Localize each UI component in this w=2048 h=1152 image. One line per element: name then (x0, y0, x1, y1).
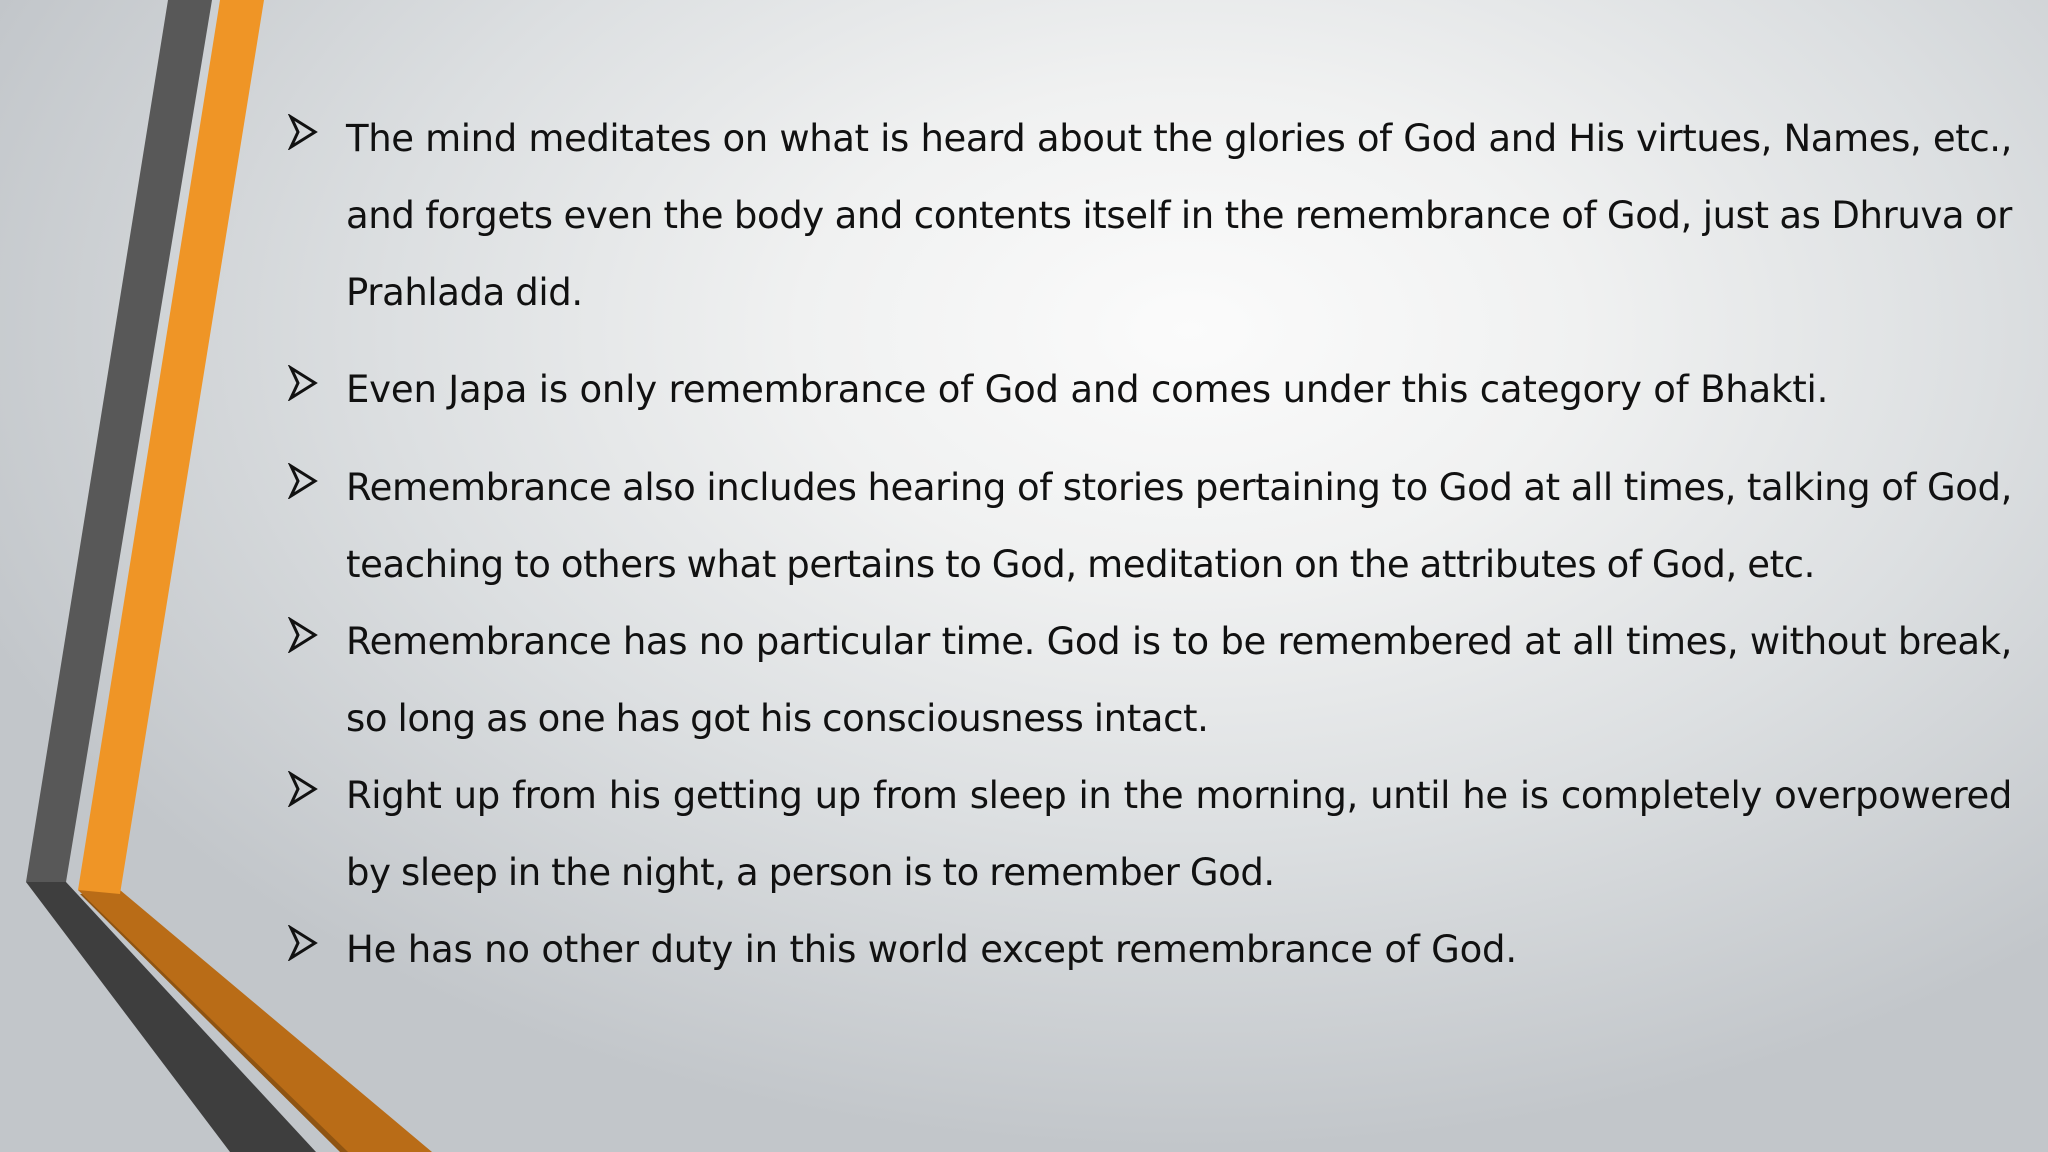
bullet-text: Even Japa is only remembrance of God and comes under this category of Bhakti. (346, 368, 1829, 411)
arrow-bullet-icon (288, 617, 318, 653)
bullet-text: Remembrance also includes hearing of stories pertaining to God at all times, talking of God, teaching to others what pertains to God, meditation on the attributes of God, etc. (346, 466, 2012, 586)
bullet-item (288, 100, 2012, 331)
bullet-item (288, 603, 2012, 757)
arrow-bullet-icon (288, 925, 318, 961)
bullet-text: Remembrance has no particular time. God is to be remembered at all times, without break, so long as one has got his consciousness intact. (346, 620, 2012, 740)
bullet-item (288, 911, 2012, 988)
arrow-bullet-icon (288, 771, 318, 807)
bullet-list (288, 100, 2012, 988)
bullet-item (288, 351, 2012, 428)
arrow-bullet-icon (288, 365, 318, 401)
bullet-item (288, 757, 2012, 911)
bullet-item (288, 449, 2012, 603)
gray-stripe-lower (26, 882, 316, 1152)
bullet-text: He has no other duty in this world except remembrance of God. (346, 928, 1517, 971)
arrow-bullet-icon (288, 463, 318, 499)
bullet-text: Right up from his getting up from sleep in the morning, until he is completely overpowered by sleep in the night, a person is to remember God. (346, 774, 2012, 894)
bullet-text: The mind meditates on what is heard about the glories of God and His virtues, Names, etc., and forgets even the body and contents itself in the remembrance of God, just as Dhruva or Prahlada did. (346, 117, 2012, 314)
arrow-bullet-icon (288, 114, 318, 150)
